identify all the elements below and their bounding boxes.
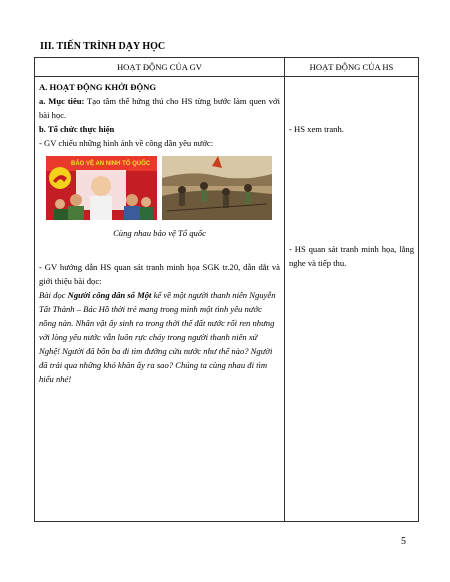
section-title: III. TIẾN TRÌNH DẠY HỌC bbox=[40, 41, 166, 52]
battle-painting-image bbox=[162, 156, 272, 220]
header-hs: HOẠT ĐỘNG CỦA HS bbox=[285, 58, 419, 77]
goal-text: Tạo tâm thế hứng thú cho HS từng bước làm quen với bài học. bbox=[39, 96, 280, 120]
lesson-table bbox=[34, 57, 419, 522]
intro-rest: kể về một người thanh niên Nguyễn Tất Thành – Bác Hồ thời trẻ mang trong mình một tình yêu nước nồng nàn. Nhân vật ấy sinh ra trong thời thế đất nước rối ren nhưng với lòng yêu nước vẫn luôn rực cháy trong người thanh niên xứ Nghệ! Người đã bôn ba đi tìm đường cứu nước như thế nào? Người đã trải qua những khó khăn ấy ra sao? Chúng ta cùng nhau đi tìm hiểu nhé! bbox=[39, 290, 276, 384]
poster-text: BẢO VỆ AN NINH TỔ QUỐC bbox=[71, 161, 151, 167]
goal-paragraph bbox=[39, 94, 280, 122]
image-caption: Cùng nhau bảo vệ Tổ quốc bbox=[113, 228, 206, 238]
image-row bbox=[46, 156, 280, 220]
intro-paragraph bbox=[39, 288, 280, 386]
gv-step2: - GV hướng dẫn HS quan sát tranh minh họa SGK tr.20, dẫn dắt và giới thiệu bài đọc: bbox=[39, 262, 280, 286]
hs-column bbox=[285, 77, 419, 522]
page-number: 5 bbox=[401, 536, 406, 547]
activity-title: A. HOẠT ĐỘNG KHỞI ĐỘNG bbox=[39, 82, 157, 92]
hs-step2: - HS quan sát tranh minh họa, lắng nghe và tiếp thu. bbox=[289, 244, 414, 268]
gv-column bbox=[35, 77, 285, 522]
gv-step1: - GV chiếu những hình ảnh về công dân yêu nước: bbox=[39, 138, 214, 148]
goal-label: a. Mục tiêu: bbox=[39, 96, 85, 106]
intro-prefix: Bài đọc bbox=[39, 290, 68, 300]
hs-step1: - HS xem tranh. bbox=[289, 124, 344, 134]
intro-title: Người công dân số Một bbox=[67, 290, 152, 300]
org-label: b. Tổ chức thực hiện bbox=[39, 124, 115, 134]
poster-image bbox=[46, 156, 157, 220]
table-header-row bbox=[35, 58, 419, 77]
table-body-row bbox=[35, 77, 419, 522]
battle-painting-illustration bbox=[162, 156, 272, 220]
header-gv: HOẠT ĐỘNG CỦA GV bbox=[35, 58, 285, 77]
